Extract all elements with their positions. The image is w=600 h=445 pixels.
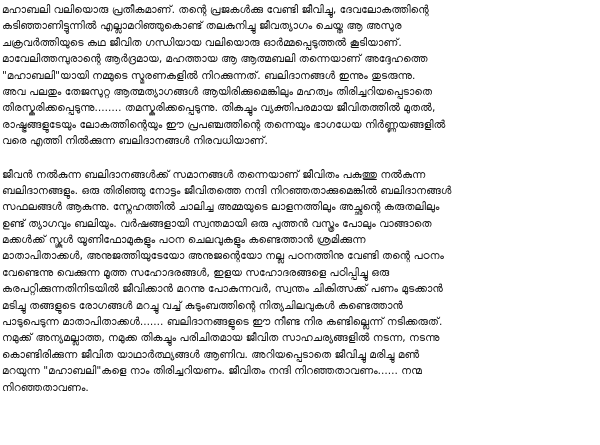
text-line: തിരസ്കരിക്കപ്പെടുന്നു........ തമസ്കരിക്കപ്പെടുന്നു. തികച്ചും വ്യക്തിപരമായ ജീവിതത്തിൽ മുതൽ, (2, 102, 436, 115)
text-line: മറയുന്ന "മഹാബലി"കളെ നാം തിരിച്ചറിയണം. ജീവിതം നന്ദി നിറഞ്ഞതാവണം...... നന്മ (2, 365, 422, 378)
text-line: മാതാപിതാക്കൾ, അനുജത്തിയുടേയോ അനുജന്റെയോ നല്ല പഠനത്തിനു വേണ്ടി തന്റെ പഠനം (2, 250, 444, 263)
text-line: ഉണ്ട് ത്യാഗവും ബലിയും. വർഷങ്ങളായി സ്വന്തമായി ഒരു പുത്തൻ വസ്ത്രം പോലും വാങ്ങാതെ (2, 217, 432, 230)
text-line: നിറഞ്ഞതാവണം. (2, 381, 89, 394)
text-line: മാവേലിത്തമ്പുരാന്റെ ആർദ്രമായ, മഹത്തായ ആ ആത്മബലി തന്നെയാണ് അദ്ദേഹത്തെ (2, 53, 428, 66)
text-line: കടിഞ്ഞാണിട്ടുന്നിൽ എല്ലാമറിഞ്ഞുകൊണ്ട് തലകുനിച്ചു ജീവത്യാഗം ചെയ്ത ആ അസുര (2, 20, 402, 33)
text-line: നമുക്ക് അന്യമല്ലാത്ത, നമുക്ക തികച്ചും പരിചിതമായ ജീവിത സാഹചര്യങ്ങളിൽ നടന്ന, നടന്നു (2, 332, 440, 345)
document-body (2, 2, 598, 396)
text-line: ചക്രവർത്തിയുടെ കഥ ജീവിത ഗന്ധിയായ വലിയൊരു ഓർമ്മപ്പെടുത്തൽ കൂടിയാണ്. (2, 36, 402, 49)
paragraph-1 (2, 2, 598, 150)
text-line: രാഷ്ട്രങ്ങളുടേയും ലോകത്തിന്റെയും ഈ പ്രപഞ്ചത്തിന്റെ തന്നെയും ഭാഗധേയ നിർണ്ണയങ്ങളിൽ (2, 118, 446, 131)
text-line: വേണ്ടെന്നു വെക്കുന്ന മൂത്ത സഹോദരങ്ങൾ, ഇളയ സഹോദരങ്ങളെ പഠിപ്പിച്ചു ഒരു (2, 266, 390, 279)
paragraph-2 (2, 167, 598, 396)
text-line: വരെ എത്തി നിൽക്കുന്ന ബലിദാനങ്ങൾ നിരവധിയാണ്. (2, 135, 268, 148)
text-line: കൊണ്ടിരിക്കുന്ന ജീവിത യാഥാർത്ഥ്യങ്ങൾ ആണിവ. അറിയപ്പെടാതെ ജീവിച്ചു മരിച്ചു മൺ (2, 348, 420, 361)
text-line: കരപറ്റിക്കുന്നതിനിടയിൽ ജീവിക്കാൻ മറന്നു പോകുന്നവർ, സ്വന്തം ചികിത്സക്ക് പണം മുടക്കാൻ (2, 283, 443, 296)
text-line: "മഹാബലി"യായി നമ്മുടെ സ്മരണകളിൽ നിറക്കുന്നത്. ബലിദാനങ്ങൾ ഇന്നും തുടരുന്നു. (2, 69, 416, 82)
text-line: മഹാബലി വലിയൊരു പ്രതീകമാണ്. തന്റെ പ്രജകൾക്കു വേണ്ടി ജീവിച്ചു, ദേവലോകത്തിന്റെ (2, 4, 429, 16)
text-line: പാടുപെടുന്ന മാതാപിതാക്കൾ....... ബലിദാനങ്ങളുടെ ഈ നീണ്ട നിര കണ്ടില്ലെന്ന് നടിക്കരുത്. (2, 316, 443, 329)
text-line: മടിച്ചു തങ്ങളുടെ രോഗങ്ങൾ മറച്ചു വച്ച് കുടുംബത്തിന്റെ നിത്യചിലവുകൾ കണ്ടെത്താൻ (2, 299, 403, 312)
text-line: മക്കൾക്ക് സ്കൂൾ യൂണിഫോമുകളും പഠന ചെലവുകളും കണ്ടെത്താൻ ശ്രമിക്കുന്ന (2, 234, 366, 247)
text-line: ജീവൻ നൽകുന്ന ബലിദാനങ്ങൾക്ക് സമാനങ്ങൾ തന്നെയാണ് ജീവിതം പകുത്തു നൽകുന്ന (2, 168, 426, 181)
paragraph-spacer (2, 150, 598, 167)
text-line: അവ പലതും തേജസുറ്റ ആത്മത്യാഗങ്ങൾ ആയിരിക്കുമെങ്കിലും മഹത്വം തിരിച്ചറിയപ്പെടാതെ (2, 85, 433, 98)
text-line: ബലിദാനങ്ങളും. ഒരു തിരിഞ്ഞു നോട്ടം ജീവിതത്തെ നന്ദി നിറഞ്ഞതാക്കുമെങ്കിൽ ബലിദാനങ്ങൾ (2, 184, 452, 197)
text-line: സഫലങ്ങൾ ആകുന്നു. സ്നേഹത്തിൽ ചാലിച്ച അമ്മയുടെ ലാളനത്തിലും അച്ഛന്റെ കരുതലിലും (2, 201, 440, 214)
